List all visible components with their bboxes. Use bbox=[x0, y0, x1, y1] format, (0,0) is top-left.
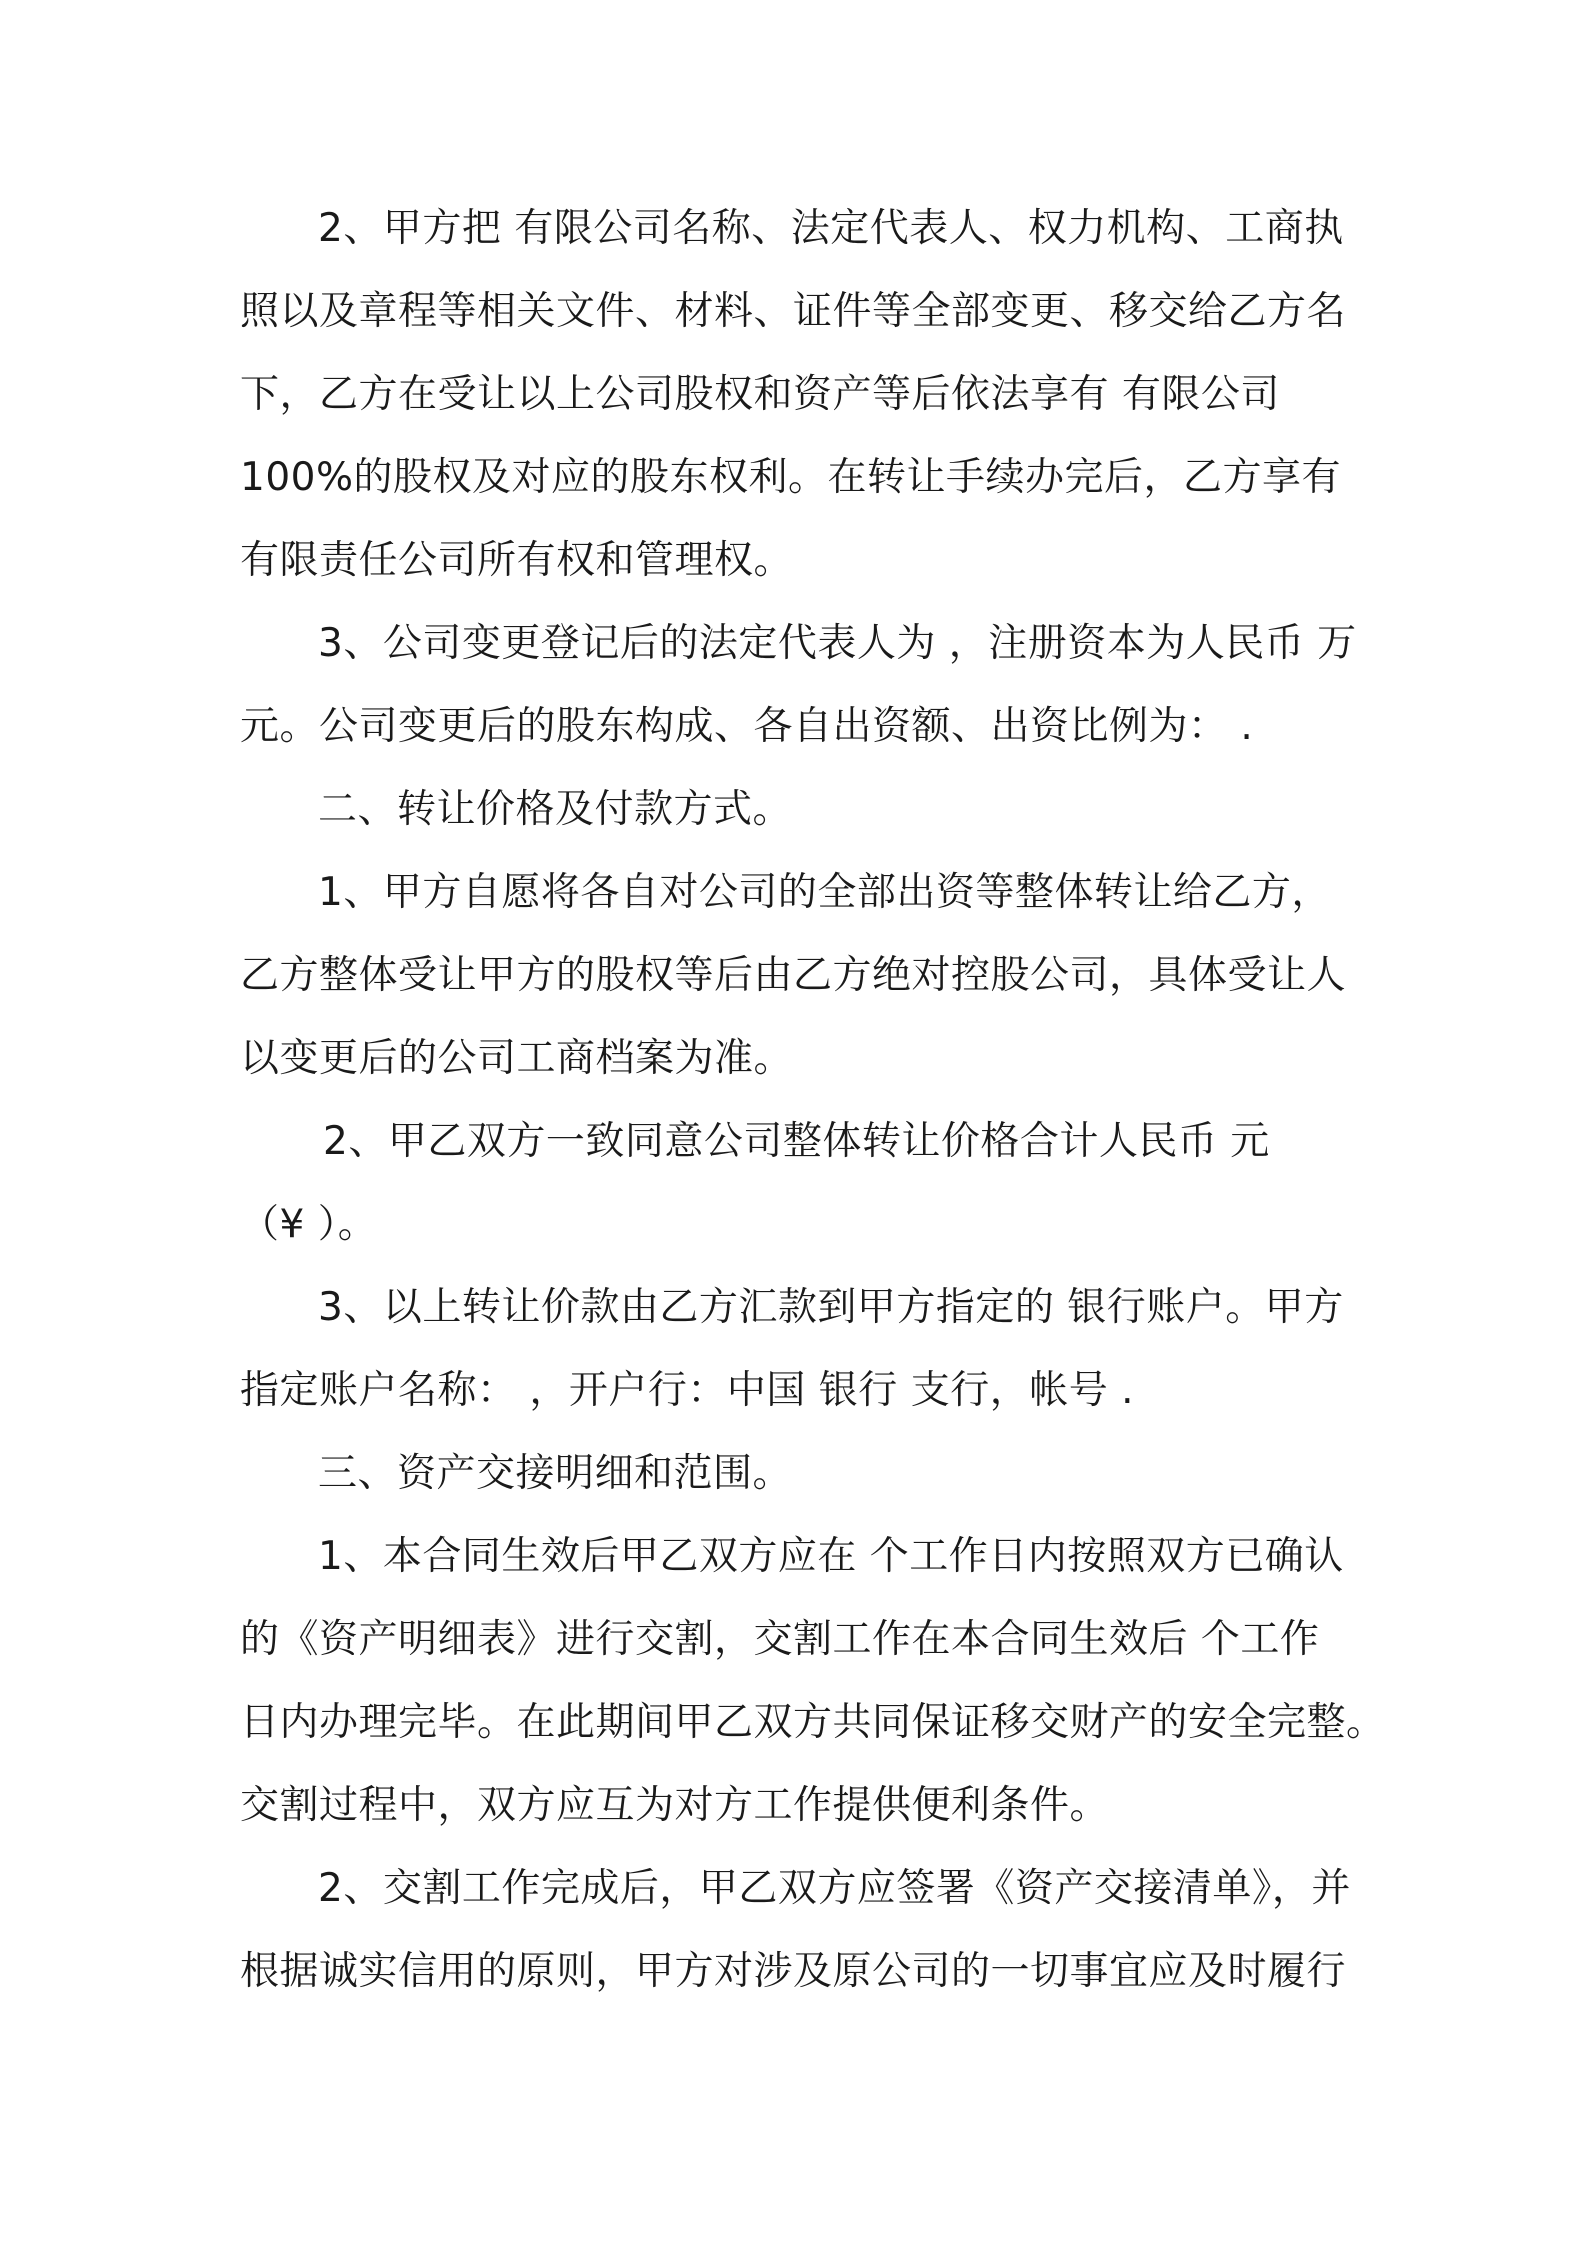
text-line: 1、本合同生效后甲乙双方应在 个工作日内按照双方已确认 bbox=[318, 1534, 1344, 1579]
text-line: 元。公司变更后的股东构成、各自出资额、出资比例为： . bbox=[240, 704, 1254, 749]
section-heading: 三、资产交接明细和范围。 bbox=[318, 1451, 793, 1496]
text-line: 日内办理完毕。在此期间甲乙双方共同保证移交财产的安全完整。 bbox=[240, 1700, 1386, 1745]
text-line: （¥ ）。 bbox=[240, 1202, 378, 1247]
text-line: 根据诚实信用的原则，甲方对涉及原公司的一切事宜应及时履行 bbox=[240, 1949, 1347, 1994]
text-line: 1、甲方自愿将各自对公司的全部出资等整体转让给乙方， bbox=[318, 870, 1331, 915]
text-line: 照以及章程等相关文件、材料、证件等全部变更、移交给乙方名 bbox=[240, 289, 1347, 334]
text-line: 以变更后的公司工商档案为准。 bbox=[240, 1036, 794, 1081]
text-line: 乙方整体受让甲方的股权等后由乙方绝对控股公司，具体受让人 bbox=[240, 953, 1347, 998]
text-line: 2、交割工作完成后，甲乙双方应签署《资产交接清单》，并 bbox=[318, 1866, 1351, 1911]
text-line: 指定账户名称： ，开户行：中国 银行 支行，帐号 . bbox=[240, 1368, 1134, 1413]
text-line: 的《资产明细表》进行交割，交割工作在本合同生效后 个工作 bbox=[240, 1617, 1320, 1662]
text-line: 2、甲乙双方一致同意公司整体转让价格合计人民币 元 bbox=[323, 1119, 1270, 1164]
text-line: 3、以上转让价款由乙方汇款到甲方指定的 银行账户。甲方 bbox=[318, 1285, 1344, 1330]
text-line: 2、甲方把 有限公司名称、法定代表人、权力机构、工商执 bbox=[318, 206, 1344, 251]
text-line: 下，乙方在受让以上公司股权和资产等后依法享有 有限公司 bbox=[240, 372, 1280, 417]
section-heading: 二、转让价格及付款方式。 bbox=[318, 787, 793, 832]
text-line: 有限责任公司所有权和管理权。 bbox=[240, 538, 794, 583]
text-line: 100%的股权及对应的股东权利。在转让手续办完后，乙方享有 bbox=[240, 455, 1341, 500]
text-line: 交割过程中，双方应互为对方工作提供便利条件。 bbox=[240, 1783, 1110, 1828]
text-line: 3、公司变更登记后的法定代表人为 ，注册资本为人民币 万 bbox=[318, 621, 1357, 666]
